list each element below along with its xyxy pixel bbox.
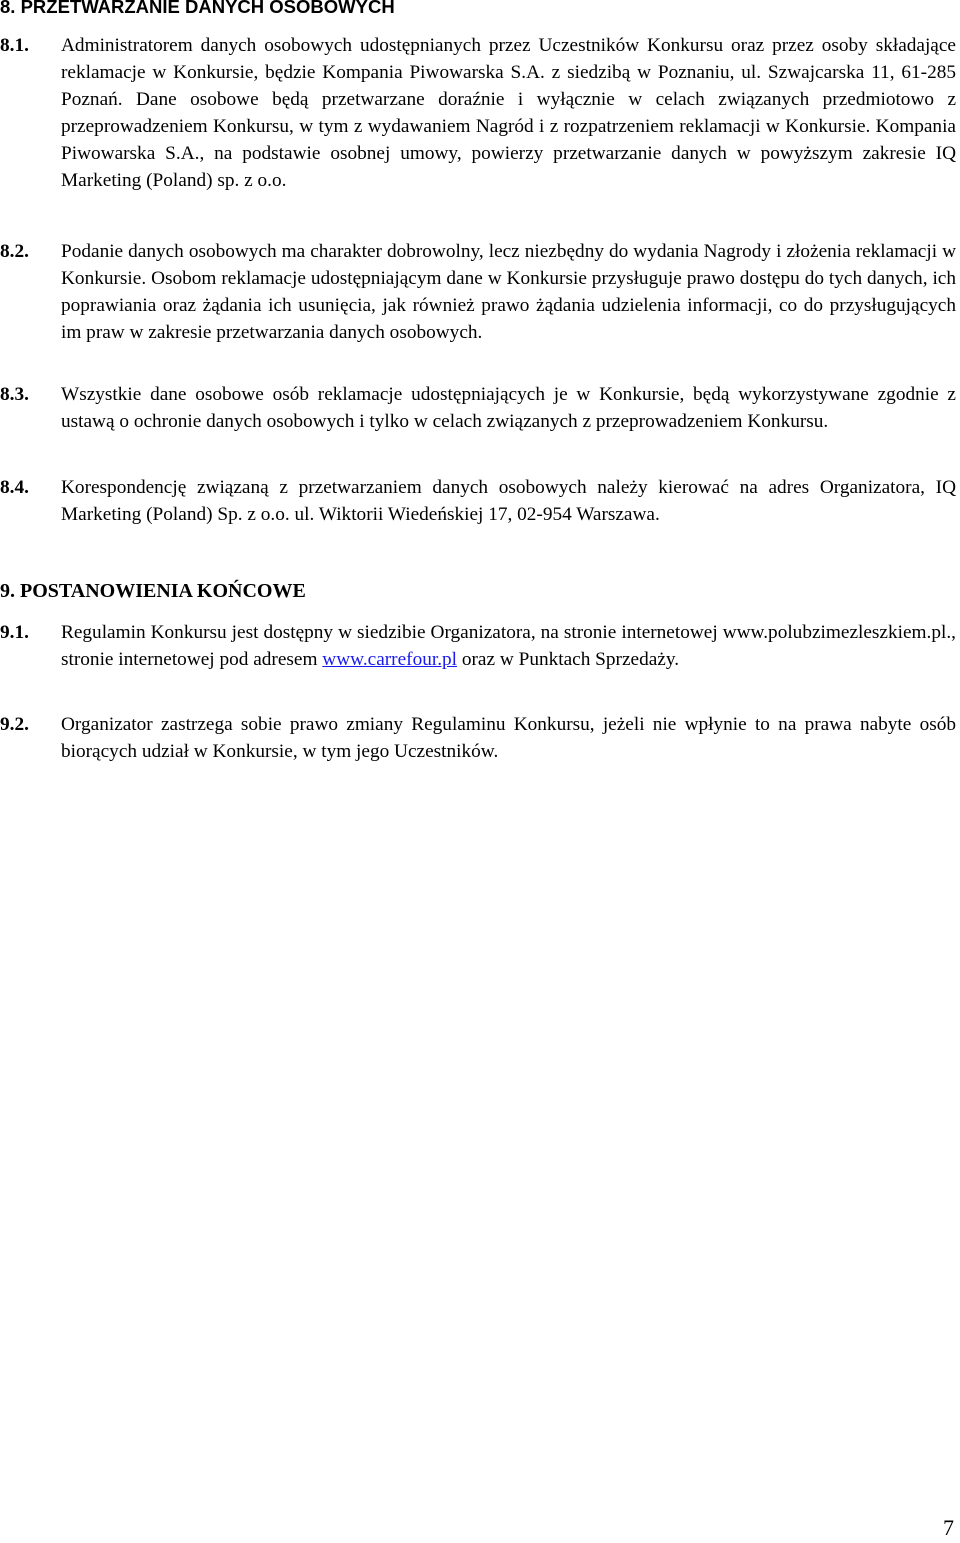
paragraph-8-4 xyxy=(0,474,956,528)
carrefour-link[interactable]: www.carrefour.pl xyxy=(322,649,458,670)
paragraph-number: 8.2. xyxy=(0,241,29,262)
paragraph-text: Organizator zastrzega sobie prawo zmiany Regulaminu Konkursu, jeżeli nie wpłynie to na prawa nabyte osób biorących udział w Konkursie, w tym jego Uczestników. xyxy=(61,714,956,762)
paragraph-9-2 xyxy=(0,711,956,765)
paragraph-number: 9.1. xyxy=(0,622,29,643)
paragraph-text-before-link: Regulamin Konkursu jest dostępny w siedzibie Organizatora, na stronie internetowej www.polubzimezleszkiem.pl., stronie internetowej pod adresem xyxy=(61,622,956,670)
paragraph-text-after-link: oraz w Punktach Sprzedaży. xyxy=(461,649,680,670)
paragraph-text: Wszystkie dane osobowe osób reklamacje udostępniających je w Konkursie, będą wykorzystywane zgodnie z ustawą o ochronie danych osobowych i tylko w celach związanych z przeprowadzeniem Konkursu. xyxy=(61,384,956,432)
section-9-heading: 9. POSTANOWIENIA KOŃCOWE xyxy=(0,580,306,602)
paragraph-9-1 xyxy=(0,619,956,673)
paragraph-8-1 xyxy=(0,32,956,194)
paragraph-number: 8.3. xyxy=(0,384,29,405)
paragraph-8-2 xyxy=(0,238,956,346)
paragraph-text xyxy=(61,619,956,673)
paragraph-number: 8.1. xyxy=(0,35,29,56)
paragraph-text: Podanie danych osobowych ma charakter dobrowolny, lecz niezbędny do wydania Nagrody i złożenia reklamacji w Konkursie. Osobom reklamacje udostępniającym dane w Konkursie przysługuje prawo dostępu do tych danych, ich poprawiania oraz żądania ich usunięcia, jak również prawo żądania udzielenia informacji, co do przysługujących im praw w zakresie przetwarzania danych osobowych. xyxy=(61,241,956,343)
paragraph-text: Administratorem danych osobowych udostępnianych przez Uczestników Konkursu oraz przez osoby składające reklamacje w Konkursie, będzie Kompania Piwowarska S.A. z siedzibą w Poznaniu, ul. Szwajcarska 11, 61-285 Poznań. Dane osobowe będą przetwarzane doraźnie i wyłącznie w celach związanych przedmiotowo z przeprowadzeniem Konkursu, w tym z wydawaniem Nagród i z rozpatrzeniem reklamacji w Konkursie. Kompania Piwowarska S.A., na podstawie osobnej umowy, powierzy przetwarzanie danych w powyższym zakresie IQ Marketing (Poland) sp. z o.o. xyxy=(61,35,956,191)
paragraph-number: 9.2. xyxy=(0,714,29,735)
page-number: 7 xyxy=(943,1515,954,1540)
section-8-heading: 8. PRZETWARZANIE DANYCH OSOBOWYCH xyxy=(0,0,395,17)
paragraph-text: Korespondencję związaną z przetwarzaniem danych osobowych należy kierować na adres Organizatora, IQ Marketing (Poland) Sp. z o.o. ul. Wiktorii Wiedeńskiej 17, 02-954 Warszawa. xyxy=(61,477,956,525)
paragraph-8-3 xyxy=(0,381,956,435)
paragraph-number: 8.4. xyxy=(0,477,29,498)
